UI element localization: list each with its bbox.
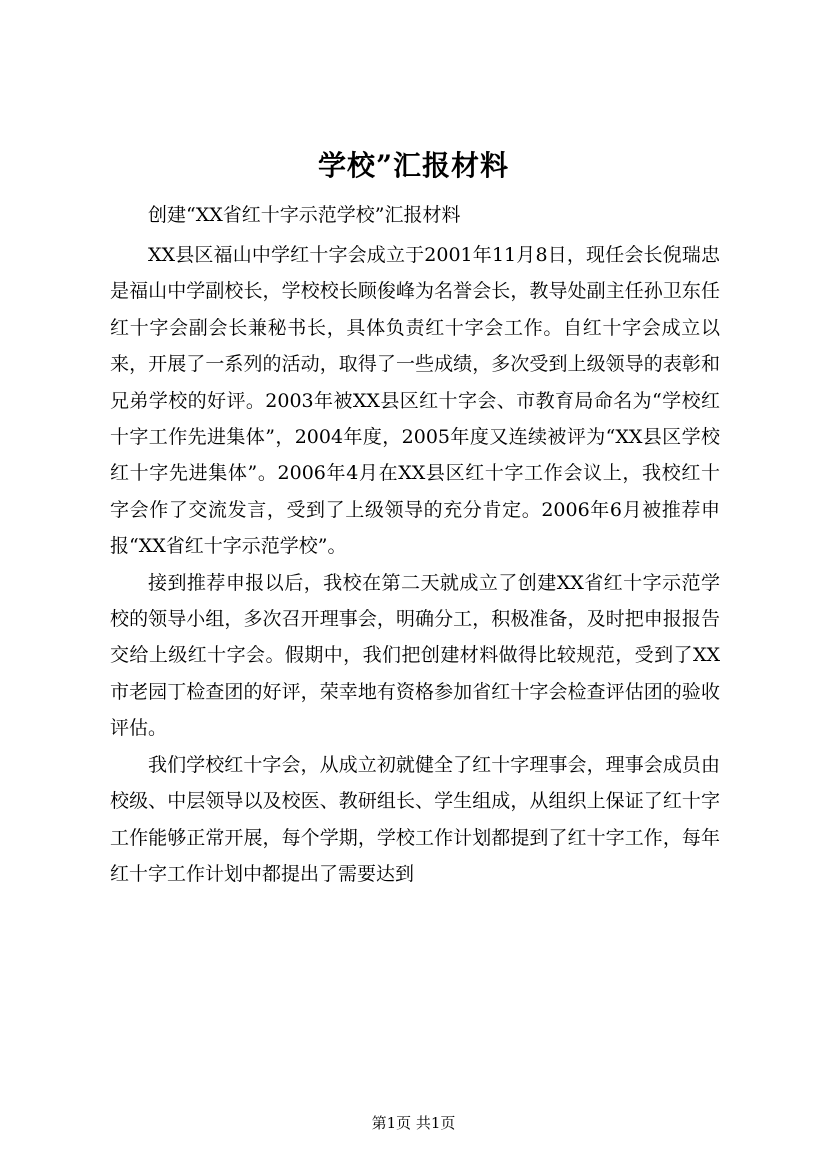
paragraph-3: 我们学校红十字会，从成立初就健全了红十字理事会，理事会成员由校级、中层领导以及校医、教研组长、学生组成，从组织上保证了红十字工作能够正常开展，每个学期，学校工作计划都提到了红十字工作，每年红十字工作计划中都提出了需要达到: [110, 753, 720, 885]
document-title: 学校”汇报材料: [317, 149, 510, 182]
paragraph-1: XX县区福山中学红十字会成立于2001年11月8日，现任会长倪瑞忠是福山中学副校长，学校校长顾俊峰为名誉会长，教导处副主任孙卫东任红十字会副会长兼秘书长，具体负责红十字会工作。自红十字会成立以来，开展了一系列的活动，取得了一些成绩，多次受到上级领导的表彰和兄弟学校的好评。2003年被XX县区红十字会、市教育局命名为“学校红十字工作先进集体”，2004年度，2005年度又连续被评为“XX县区学校红十字先进集体”。2006年4月在XX县区红十字工作会议上，我校红十字会作了交流发言，受到了上级领导的充分肯定。2006年6月被推荐申报“XX省红十字示范学校”。: [110, 244, 720, 558]
page-number-footer: 第1页 共1页: [371, 1114, 456, 1132]
document-body: [110, 237, 720, 892]
paragraph-2: 接到推荐申报以后，我校在第二天就成立了创建XX省红十字示范学校的领导小组，多次召开理事会，明确分工，积极准备，及时把申报报告交给上级红十字会。假期中，我们把创建材料做得比较规范，受到了XX市老园丁检查团的好评，荣幸地有资格参加省红十字会检查评估团的验收评估。: [110, 571, 720, 740]
document-subtitle: 创建“XX省红十字示范学校”汇报材料: [148, 204, 461, 226]
